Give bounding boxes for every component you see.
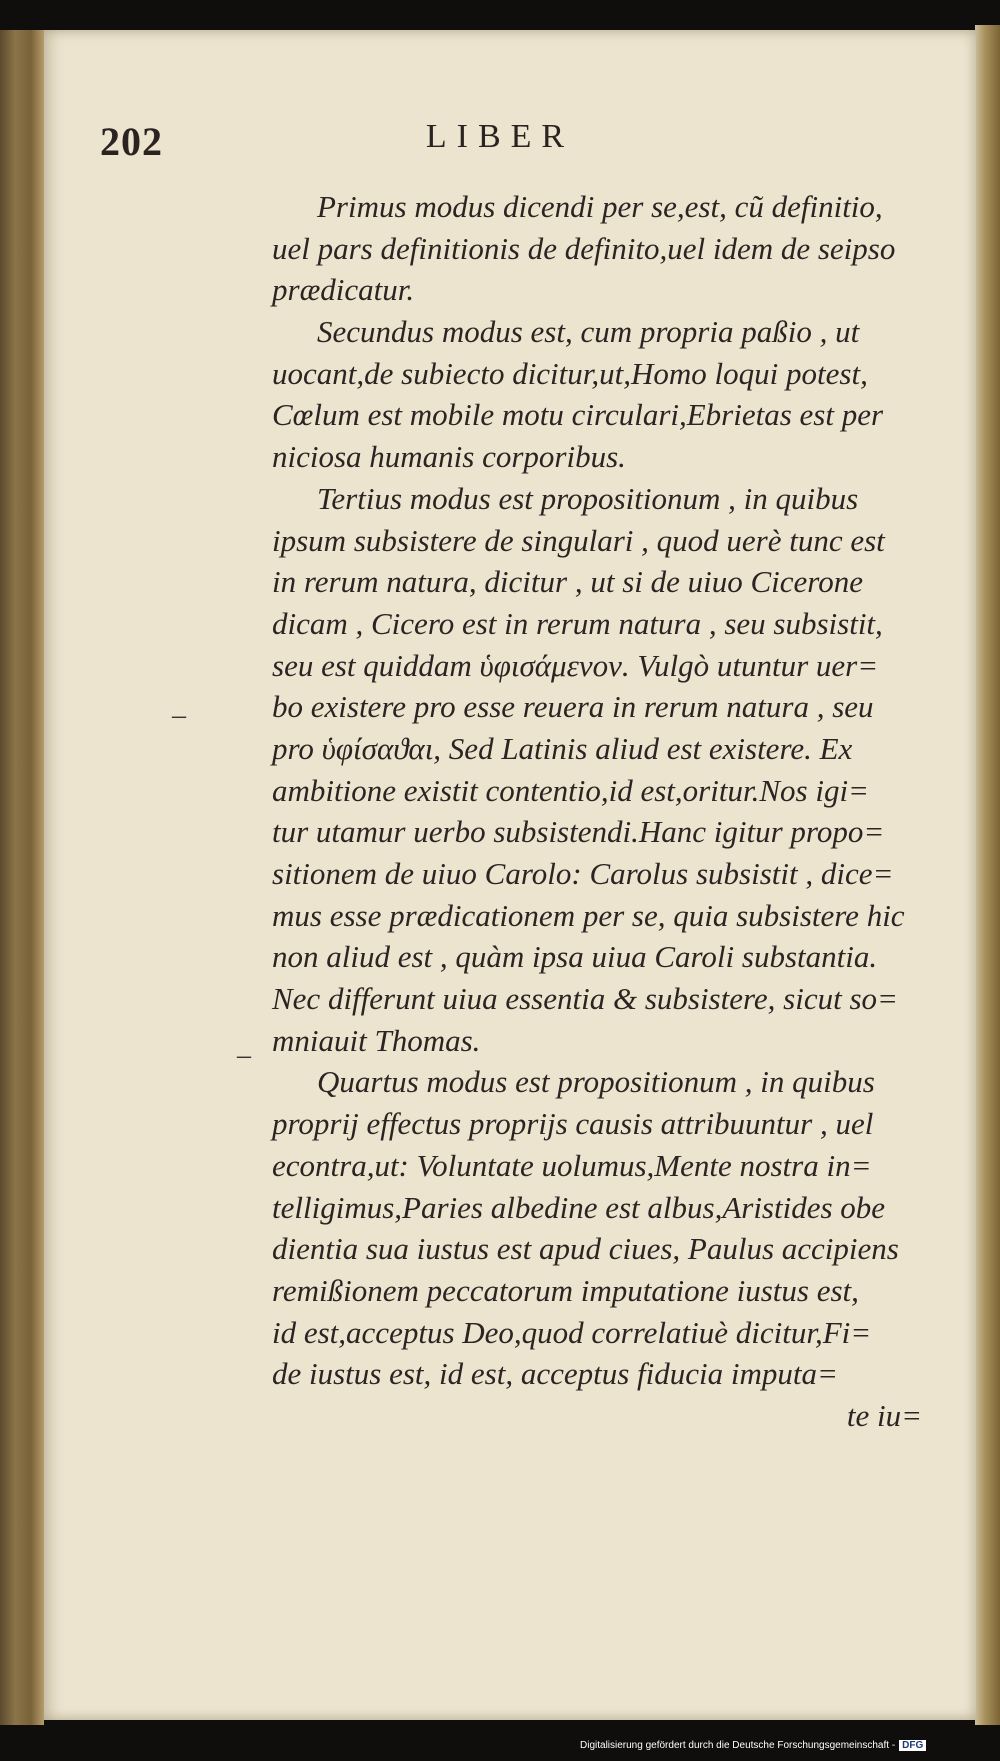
text-line: Primus modus dicendi per se,est, cũ definitio, bbox=[317, 189, 883, 224]
text-line: id est,acceptus Deo,quod correlatiuè dicitur,Fi= bbox=[272, 1314, 872, 1350]
margin-mark: – bbox=[172, 700, 186, 731]
text-line: ambitione existit contentio,id est,oritur.Nos igi= bbox=[272, 772, 869, 808]
text-line: Cœlum est mobile motu circulari,Ebrietas est per bbox=[272, 397, 884, 433]
text-line: mniauit Thomas. bbox=[272, 1022, 481, 1058]
text-line: uocant,de subiecto dicitur,ut,Homo loqui potest, bbox=[272, 355, 868, 391]
text-line: Tertius modus est propositionum , in quibus bbox=[317, 480, 859, 516]
text-line: sitionem de uiuo Carolo: Carolus subsistit , dice= bbox=[272, 856, 894, 891]
text-line: bo existere pro esse reuera in rerum natura , seu bbox=[272, 689, 874, 725]
text-line: niciosa humanis corporibus. bbox=[272, 439, 626, 475]
text-line: Secundus modus est, cum propria paßio , ut bbox=[317, 314, 860, 350]
page-number: 202 bbox=[100, 119, 163, 164]
text-line: non aliud est , quàm ipsa uiua Caroli substantia. bbox=[272, 939, 878, 975]
page-fore-edge bbox=[975, 25, 1000, 1725]
body-text bbox=[272, 186, 922, 1437]
text-line: Nec differunt uiua essentia & subsistere, sicut so= bbox=[272, 981, 898, 1017]
text-line: telligimus,Paries albedine est albus,Aristides obe bbox=[272, 1189, 886, 1225]
catchword: te iu= bbox=[846, 1397, 922, 1433]
text-line: dicam , Cicero est in rerum natura , seu subsistit, bbox=[272, 605, 883, 641]
text-line: remißionem peccatorum imputatione iustus est, bbox=[272, 1272, 859, 1308]
text-line: seu est quiddam ὑφισάμενον. Vulgò utuntur uer= bbox=[272, 647, 879, 683]
text-line: econtra,ut: Voluntate uolumus,Mente nostra in= bbox=[272, 1147, 872, 1183]
credit-text: Digitalisierung gefördert durch die Deutsche Forschungsgemeinschaft - bbox=[580, 1740, 896, 1751]
margin-mark: – bbox=[237, 1040, 251, 1071]
text-line: de iustus est, id est, acceptus fiducia imputa= bbox=[272, 1356, 838, 1392]
text-line: uel pars definitionis de definito,uel idem de seipso bbox=[272, 230, 896, 266]
text-line: proprij effectus proprijs causis attribuuntur , uel bbox=[272, 1106, 874, 1142]
text-line: ipsum subsistere de singulari , quod uerè tunc est bbox=[272, 522, 885, 558]
book-spine-edge bbox=[0, 30, 44, 1725]
text-line: tur utamur uerbo subsistendi.Hanc igitur propo= bbox=[272, 814, 885, 850]
text-line: dientia sua iustus est apud ciues, Paulus accipiens bbox=[272, 1231, 899, 1267]
digitization-credit bbox=[580, 1740, 926, 1751]
text-line: in rerum natura, dicitur , ut si de uiuo Cicerone bbox=[272, 564, 863, 600]
text-line: Quartus modus est propositionum , in quibus bbox=[317, 1064, 875, 1100]
dfg-logo: DFG bbox=[899, 1740, 926, 1751]
running-header: LIBER bbox=[425, 118, 575, 155]
text-line: mus esse prædicationem per se, quia subsistere hic bbox=[272, 897, 905, 933]
text-line: pro ὑφίσαϑαι, Sed Latinis aliud est existere. Ex bbox=[272, 730, 853, 766]
text-line: prædicatur. bbox=[272, 272, 415, 308]
